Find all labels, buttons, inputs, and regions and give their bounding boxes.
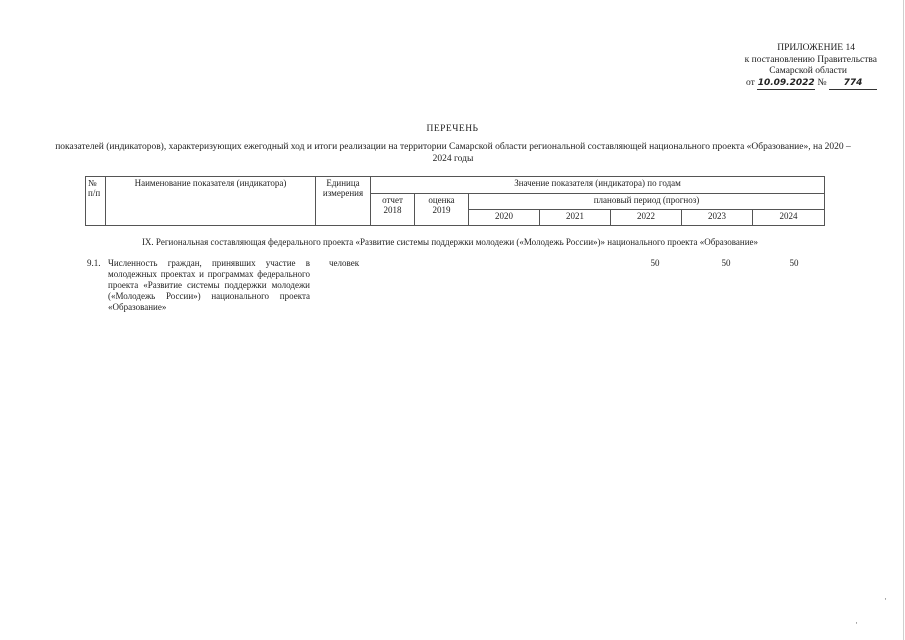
row-value-2024: 50 bbox=[789, 258, 799, 268]
row-number: 9.1. bbox=[87, 258, 101, 268]
date-prefix: от bbox=[746, 77, 755, 88]
col-header-estimate bbox=[415, 194, 469, 226]
col-header-unit: Единица измерения bbox=[316, 177, 371, 226]
estimate-label: оценка bbox=[428, 195, 455, 205]
scan-mark: · bbox=[884, 594, 887, 604]
row-unit: человек bbox=[329, 258, 360, 268]
number-value: 774 bbox=[829, 78, 877, 91]
col-header-plan: плановый период (прогноз) bbox=[469, 194, 825, 210]
date-number-line bbox=[697, 78, 877, 91]
section-title: IX. Региональная составляющая федерального проекта «Развитие системы поддержки молодежи («Молодежь России»)» национального проекта «Образование» bbox=[141, 237, 759, 247]
scan-mark: · bbox=[855, 618, 858, 628]
col-header-year: 2020 bbox=[469, 210, 540, 226]
report-year: 2018 bbox=[383, 205, 402, 215]
col-header-report bbox=[371, 194, 415, 226]
decree-line: к постановлению Правительства bbox=[744, 54, 877, 65]
date-value: 10.09.2022 bbox=[757, 78, 815, 91]
scan-edge bbox=[903, 0, 904, 640]
document-title: ПЕРЕЧЕНЬ bbox=[426, 124, 479, 134]
col-header-num: № п/п bbox=[86, 177, 106, 226]
appendix-header bbox=[697, 43, 877, 90]
appendix-label: ПРИЛОЖЕНИЕ 14 bbox=[777, 43, 855, 53]
row-value-2023: 50 bbox=[721, 258, 731, 268]
col-header-name: Наименование показателя (индикатора) bbox=[106, 177, 316, 226]
document-subtitle: показателей (индикаторов), характеризующих ежегодный ход и итоги реализации на территории Самарской области региональной составляющей национального проекта «Образование», на 2020 – 2024 годы bbox=[55, 142, 851, 164]
number-prefix: № bbox=[817, 77, 827, 88]
row-value-2022: 50 bbox=[650, 258, 660, 268]
indicators-table-header bbox=[85, 176, 825, 226]
col-header-year: 2021 bbox=[540, 210, 611, 226]
region-line: Самарской области bbox=[769, 66, 847, 76]
col-header-values: Значение показателя (индикатора) по годам bbox=[371, 177, 825, 194]
col-header-year: 2023 bbox=[682, 210, 753, 226]
col-header-year: 2024 bbox=[753, 210, 825, 226]
col-header-year: 2022 bbox=[611, 210, 682, 226]
report-label: отчет bbox=[382, 195, 403, 205]
row-indicator-name: Численность граждан, принявших участие в молодежных проектах и программах федерального проекта «Развитие системы поддержки молодежи («Молодежь России») национального проекта «Образование» bbox=[108, 258, 310, 312]
estimate-year: 2019 bbox=[432, 205, 451, 215]
